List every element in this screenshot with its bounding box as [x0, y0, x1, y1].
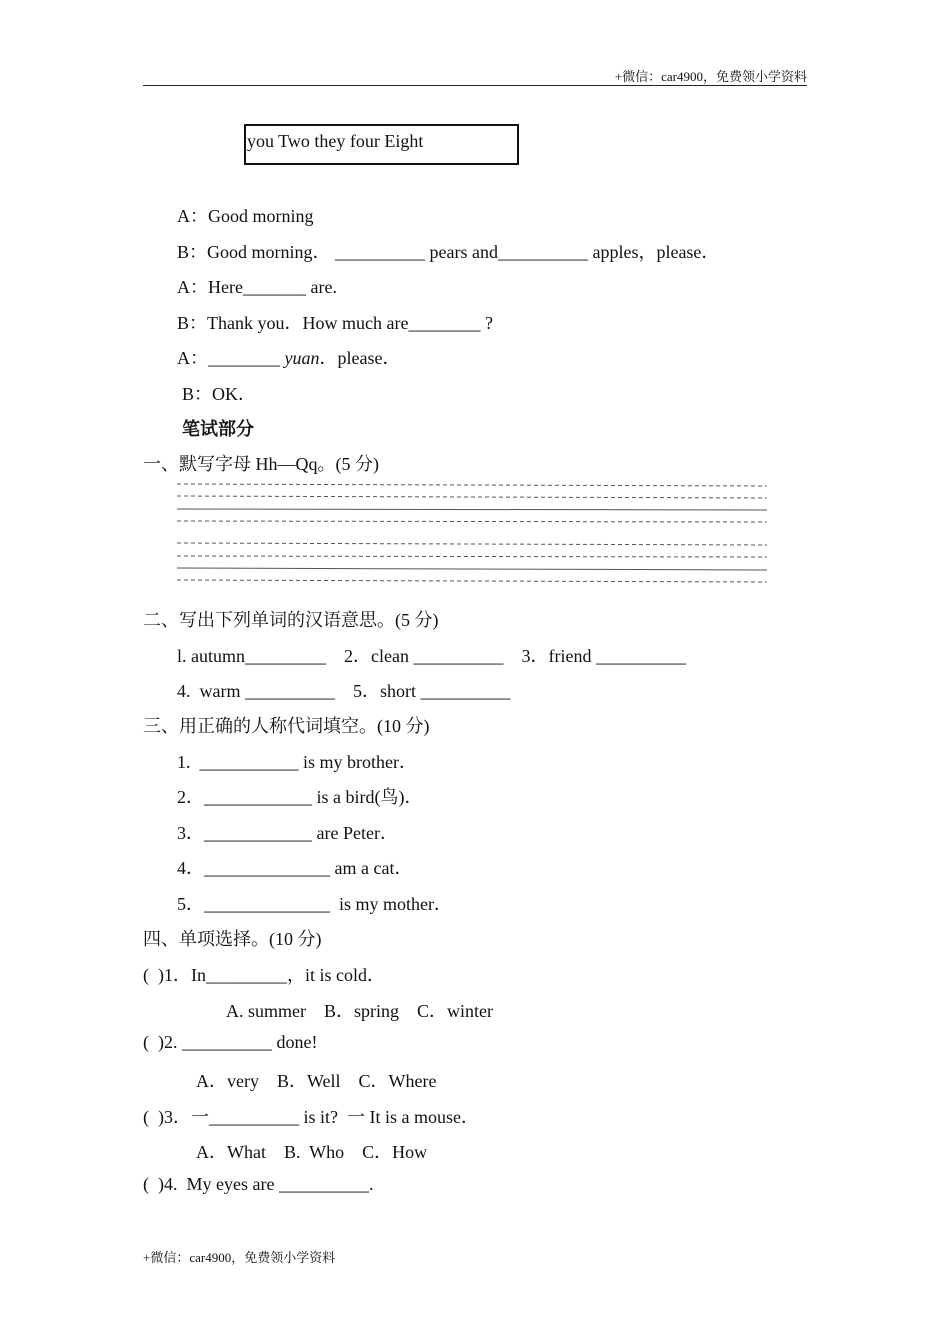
handwriting-guide-lines	[177, 480, 769, 588]
q4-item-1-options: A. summer B．spring C．winter	[226, 1001, 493, 1021]
header-note: +微信：car4900，免费领小学资料	[614, 69, 807, 84]
q4-item-4-stem: ( )4. My eyes are __________.	[143, 1174, 374, 1194]
dialogue-line-5-after: ．please．	[319, 348, 401, 368]
q2-title: 二、写出下列单词的汉语意思。(5 分)	[143, 610, 439, 630]
q4-item-3-options: A．What B. Who C．How	[196, 1142, 428, 1162]
header-rule	[143, 85, 807, 86]
q3-item-2: 2．____________ is a bird(鸟)．	[177, 787, 423, 807]
written-section-title: 笔试部分	[182, 419, 254, 439]
q4-title: 四、单项选择。(10 分)	[143, 929, 322, 949]
dialogue-line-5-before: A：________	[177, 348, 285, 368]
q3-item-1: 1. ___________ is my brother．	[177, 752, 417, 772]
dialogue-line-2: B：Good morning． __________ pears and__________ apples，please．	[177, 242, 720, 262]
q4-item-2-stem: ( )2. __________ done!	[143, 1032, 318, 1052]
q3-item-4: 4．______________ am a cat．	[177, 858, 413, 878]
dialogue-line-1: A：Good morning	[177, 206, 314, 226]
q3-item-5: 5．______________ is my mother．	[177, 894, 452, 914]
q4-item-1-stem: ( )1．In_________，it is cold．	[143, 965, 385, 985]
q3-title: 三、用正确的人称代词填空。(10 分)	[143, 716, 430, 736]
q3-item-3: 3．____________ are Peter．	[177, 823, 398, 843]
dialogue-line-3: A：Here_______ are.	[177, 277, 337, 297]
dialogue-line-5	[177, 344, 400, 370]
q4-item-3-stem: ( )3．一__________ is it? 一 It is a mouse．	[143, 1107, 479, 1127]
word-box: you Two they four Eight	[244, 124, 519, 165]
dialogue-line-6: B：OK．	[182, 384, 257, 404]
q4-item-2-options: A．very B．Well C．Where	[196, 1071, 437, 1091]
q1-title: 一、默写字母 Hh—Qq。(5 分)	[143, 454, 379, 474]
footer-note: +微信：car4900，免费领小学资料	[143, 1250, 336, 1265]
currency-word: yuan	[284, 348, 320, 368]
q2-row-1: l. autumn_________ 2．clean __________ 3．friend __________	[177, 646, 686, 666]
q2-row-2: 4. warm __________ 5．short __________	[177, 681, 511, 701]
dialogue-line-4: B：Thank you．How much are________ ?	[177, 313, 493, 333]
